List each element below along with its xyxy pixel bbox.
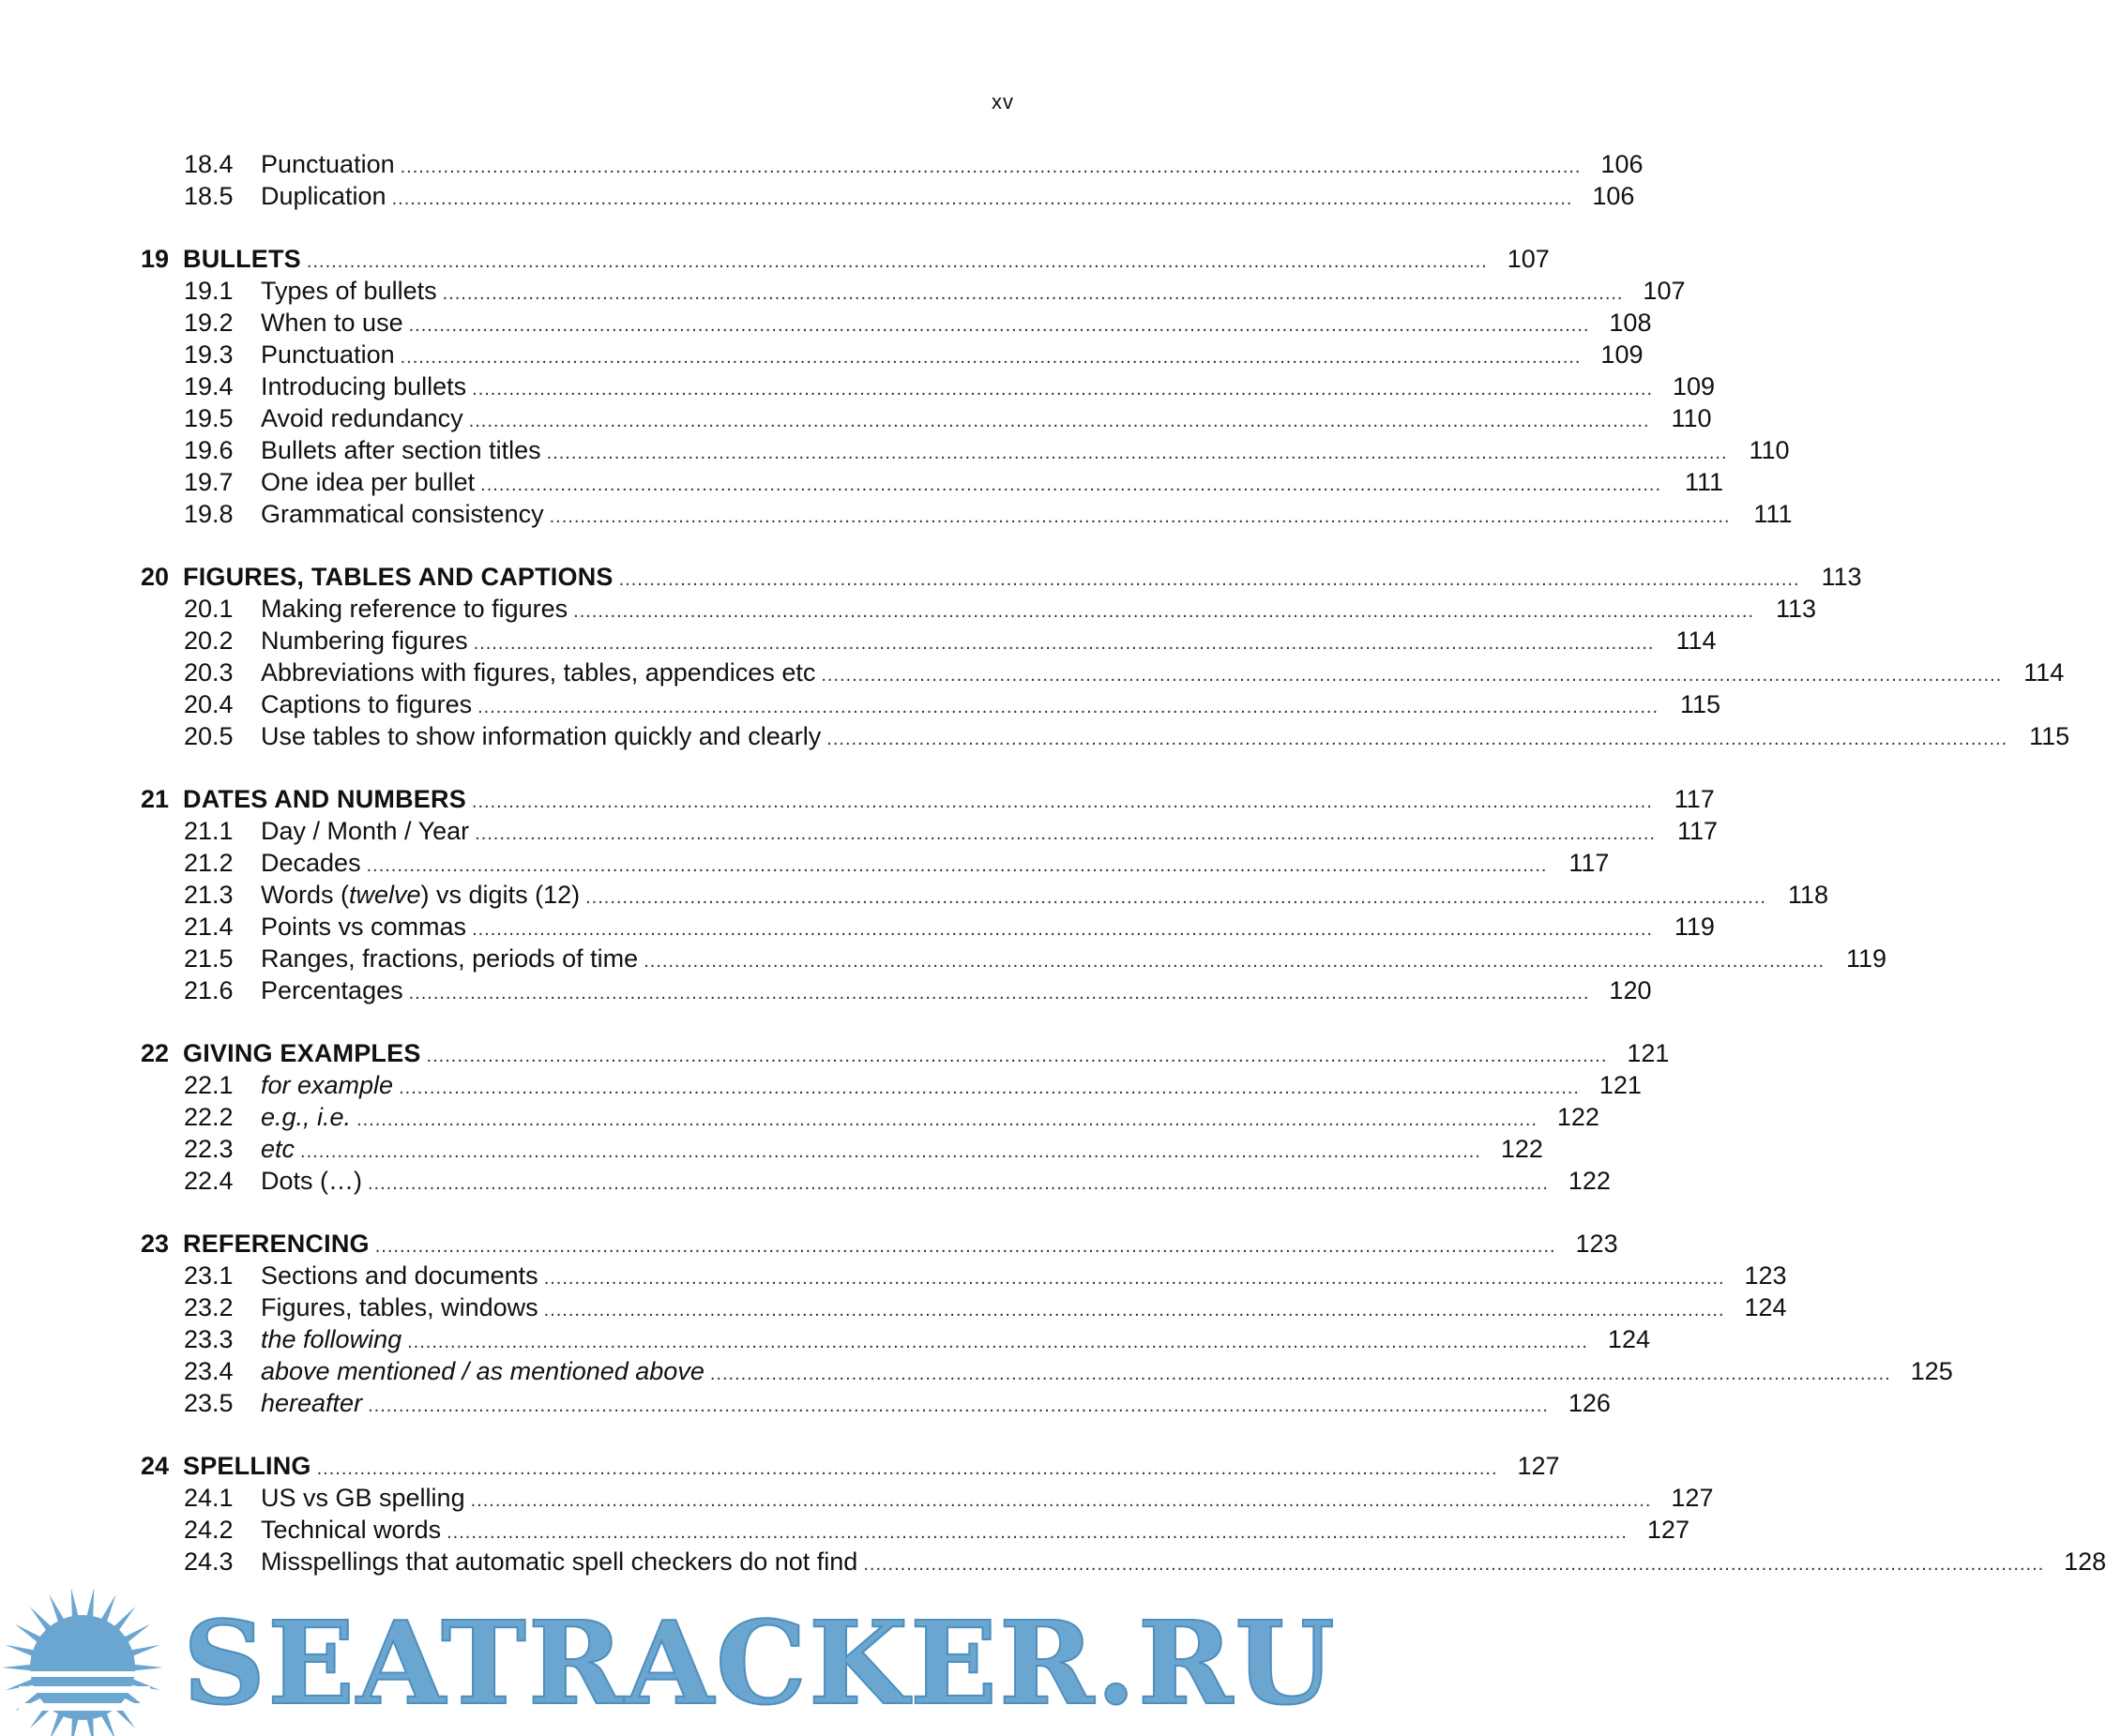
dot-leader [644,945,1825,977]
entry-number: 22.1 [184,1071,234,1099]
dot-leader [307,246,1488,278]
entry-title: When to use [261,309,403,337]
dot-leader [480,469,1661,501]
entry-page-number: 114 [2023,658,2065,687]
watermark [0,1585,1337,1736]
chapter-page-number: 117 [1674,785,1715,813]
toc-entry-row [141,1069,1642,1101]
entry-title: Day / Month / Year [261,817,470,845]
toc-entry-row [141,593,1817,625]
toc-entry-row [141,879,1828,911]
dot-leader [472,373,1653,405]
toc-entry-row [141,847,1610,879]
toc-entry-row [141,1133,1543,1165]
entry-number: 19.1 [184,277,234,305]
dot-leader [401,151,1582,183]
entry-page-number: 122 [1500,1135,1543,1163]
chapter-number: 20 [141,563,170,591]
entry-page-number: 127 [1646,1516,1689,1544]
toc-chapter-row [141,561,1862,593]
table-of-contents [141,148,2106,1608]
chapter-number: 24 [141,1452,170,1480]
entry-number: 23.2 [184,1293,234,1321]
chapter-page-number: 127 [1517,1452,1560,1480]
dot-leader [474,627,1655,659]
toc-section [141,1228,1953,1419]
entry-title: the following [261,1325,402,1353]
entry-number: 19.6 [184,436,234,464]
entry-number: 20.3 [184,658,234,687]
toc-entry-row [141,720,2070,752]
entry-page-number: 115 [1679,690,1720,718]
entry-page-number: 108 [1609,309,1652,337]
toc-entry-row [141,815,1719,847]
chapter-page-number: 123 [1575,1230,1618,1258]
entry-page-number: 117 [1676,817,1719,845]
entry-number: 23.5 [184,1389,234,1417]
entry-title: Abbreviations with figures, tables, appendices etc [261,658,816,687]
entry-title: Sections and documents [261,1261,538,1290]
toc-chapter-row [141,243,1550,275]
toc-entry-row [141,943,1887,974]
chapter-title: GIVING EXAMPLES [183,1039,421,1067]
entry-page-number: 117 [1568,849,1610,877]
dot-leader [367,850,1548,882]
entry-page-number: 121 [1598,1071,1642,1099]
entry-title: for example [261,1071,394,1099]
entry-title: Making reference to figures [261,595,568,623]
toc-section [141,561,2070,752]
toc-entry-row [141,1323,1650,1355]
dot-leader [544,1294,1725,1326]
entry-title: Duplication [261,182,386,210]
toc-entry-row [141,1355,1953,1387]
entry-page-number: 111 [1753,500,1793,528]
dot-leader [710,1358,1891,1390]
entry-title: Types of bullets [261,277,437,305]
dot-leader [409,309,1590,341]
toc-entry-row [141,307,1652,339]
toc-entry-row [141,498,1793,530]
toc-chapter-row [141,1037,1670,1069]
entry-number: 19.3 [184,340,234,369]
toc-chapter-row [141,1228,1618,1260]
entry-title: Points vs commas [261,913,467,941]
dot-leader [356,1104,1538,1136]
entry-page-number: 124 [1607,1325,1650,1353]
toc-entry-row [141,625,1717,657]
entry-number: 23.1 [184,1261,234,1290]
entry-title: Avoid redundancy [261,404,463,432]
entry-page-number: 122 [1556,1103,1599,1131]
dot-leader [401,341,1582,373]
entry-number: 21.3 [184,881,234,909]
toc-entry-row [141,1165,1611,1197]
entry-number: 20.5 [184,722,234,750]
entry-title: Dots (…) [261,1167,362,1195]
dot-leader [619,564,1800,596]
dot-leader [863,1548,2044,1580]
entry-number: 24.1 [184,1484,234,1512]
chapter-number: 19 [141,245,170,273]
dot-leader [821,659,2002,691]
entry-page-number: 120 [1609,976,1652,1004]
dot-leader [409,977,1590,1009]
dot-leader [573,596,1754,627]
entry-number: 22.2 [184,1103,234,1131]
chapter-title: DATES AND NUMBERS [183,785,466,813]
toc-entry-row [141,402,1712,434]
entry-title: e.g., i.e. [261,1103,352,1131]
entry-page-number: 126 [1568,1389,1611,1417]
toc-entry-row [141,370,1716,402]
dot-leader [826,723,2008,755]
entry-number: 20.2 [184,626,234,655]
entry-title: Words (twelve) vs digits (12) [261,881,581,909]
entry-title: Punctuation [261,150,395,178]
entry-page-number: 110 [1749,436,1790,464]
entry-page-number: 109 [1600,340,1644,369]
entry-title: Introducing bullets [261,372,467,400]
chapter-page-number: 107 [1507,245,1550,273]
toc-entry-row [141,1260,1787,1291]
entry-page-number: 124 [1744,1293,1787,1321]
chapter-title: SPELLING [183,1452,311,1480]
toc-section [141,148,1644,212]
dot-leader [477,691,1659,723]
entry-page-number: 118 [1787,881,1828,909]
entry-number: 23.4 [184,1357,234,1385]
entry-number: 24.2 [184,1516,234,1544]
entry-number: 19.7 [184,468,234,496]
entry-number: 24.3 [184,1547,234,1576]
toc-entry-row [141,339,1644,370]
entry-title: Numbering figures [261,626,468,655]
entry-title: Misspellings that automatic spell checkers do not find [261,1547,858,1576]
entry-number: 20.1 [184,595,234,623]
entry-number: 19.5 [184,404,234,432]
toc-section [141,783,1887,1006]
toc-section [141,1450,2106,1577]
chapter-number: 23 [141,1230,170,1258]
entry-page-number: 111 [1684,468,1724,496]
entry-title: Figures, tables, windows [261,1293,538,1321]
entry-page-number: 115 [2029,722,2070,750]
dot-leader [392,183,1573,215]
toc-entry-row [141,180,1635,212]
entry-number: 21.6 [184,976,234,1004]
entry-page-number: 123 [1744,1261,1787,1290]
entry-page-number: 127 [1671,1484,1714,1512]
entry-number: 19.8 [184,500,234,528]
toc-entry-row [141,1101,1599,1133]
entry-title: Grammatical consistency [261,500,544,528]
toc-entry-row [141,1546,2106,1577]
toc-entry-row [141,688,1720,720]
entry-page-number: 113 [1776,595,1817,623]
entry-title: etc [261,1135,295,1163]
entry-title: Bullets after section titles [261,436,541,464]
toc-chapter-row [141,783,1715,815]
entry-title: Ranges, fractions, periods of time [261,944,639,973]
toc-section [141,1037,1670,1197]
watermark-text: SEATRACKER.RU [183,1595,1337,1730]
dot-leader [447,1517,1628,1548]
entry-number: 19.4 [184,372,234,400]
dot-leader [585,882,1766,913]
entry-number: 19.2 [184,309,234,337]
dot-leader [317,1453,1498,1485]
dot-leader [368,1168,1549,1200]
entry-number: 21.4 [184,913,234,941]
entry-title: Punctuation [261,340,395,369]
toc-entry-row [141,657,2065,688]
dot-leader [475,818,1656,850]
entry-page-number: 109 [1672,372,1716,400]
entry-number: 23.3 [184,1325,234,1353]
dot-leader [427,1040,1608,1072]
toc-entry-row [141,1291,1787,1323]
entry-title: above mentioned / as mentioned above [261,1357,705,1385]
toc-entry-row [141,275,1686,307]
toc-chapter-row [141,1450,1560,1482]
entry-title: Captions to figures [261,690,473,718]
dot-leader [399,1072,1580,1104]
dot-leader [443,278,1624,309]
entry-page-number: 122 [1568,1167,1611,1195]
dot-leader [472,786,1653,818]
entry-page-number: 106 [1592,182,1635,210]
toc-entry-row [141,1514,1689,1546]
entry-title: Percentages [261,976,403,1004]
toc-entry-row [141,1482,1714,1514]
chapter-page-number: 121 [1627,1039,1670,1067]
toc-section [141,243,1793,530]
dot-leader [375,1230,1556,1262]
dot-leader [469,405,1650,437]
entry-number: 21.5 [184,944,234,973]
entry-page-number: 119 [1674,913,1715,941]
entry-page-number: 125 [1910,1357,1953,1385]
entry-page-number: 114 [1675,626,1717,655]
entry-title: One idea per bullet [261,468,476,496]
dot-leader [368,1390,1549,1422]
chapter-number: 21 [141,785,170,813]
entry-title: Decades [261,849,361,877]
toc-entry-row [141,148,1644,180]
entry-page-number: 106 [1600,150,1644,178]
entry-page-number: 110 [1671,404,1712,432]
dot-leader [300,1136,1481,1168]
entry-number: 22.4 [184,1167,234,1195]
dot-leader [472,913,1653,945]
entry-title: US vs GB spelling [261,1484,465,1512]
toc-entry-row [141,911,1715,943]
entry-number: 21.2 [184,849,234,877]
page-number: xv [992,90,1014,113]
entry-page-number: 119 [1846,944,1887,973]
dot-leader [471,1485,1652,1517]
dot-leader [550,501,1731,533]
entry-title: hereafter [261,1389,363,1417]
toc-entry-row [141,434,1790,466]
entry-page-number: 128 [2064,1547,2106,1576]
entry-number: 18.4 [184,150,234,178]
dot-leader [547,437,1728,469]
toc-entry-row [141,974,1652,1006]
toc-entry-row [141,466,1724,498]
dot-leader [407,1326,1588,1358]
chapter-page-number: 113 [1821,563,1862,591]
dot-leader [544,1262,1725,1294]
entry-number: 22.3 [184,1135,234,1163]
toc-entry-row [141,1387,1611,1419]
entry-title: Technical words [261,1516,442,1544]
chapter-title: BULLETS [183,245,301,273]
entry-page-number: 107 [1643,277,1686,305]
entry-number: 20.4 [184,690,234,718]
sun-icon [0,1585,174,1736]
chapter-title: FIGURES, TABLES AND CAPTIONS [183,563,614,591]
chapter-title: REFERENCING [183,1230,370,1258]
entry-title: Use tables to show information quickly and clearly [261,722,822,750]
chapter-number: 22 [141,1039,170,1067]
entry-number: 18.5 [184,182,234,210]
entry-number: 21.1 [184,817,234,845]
